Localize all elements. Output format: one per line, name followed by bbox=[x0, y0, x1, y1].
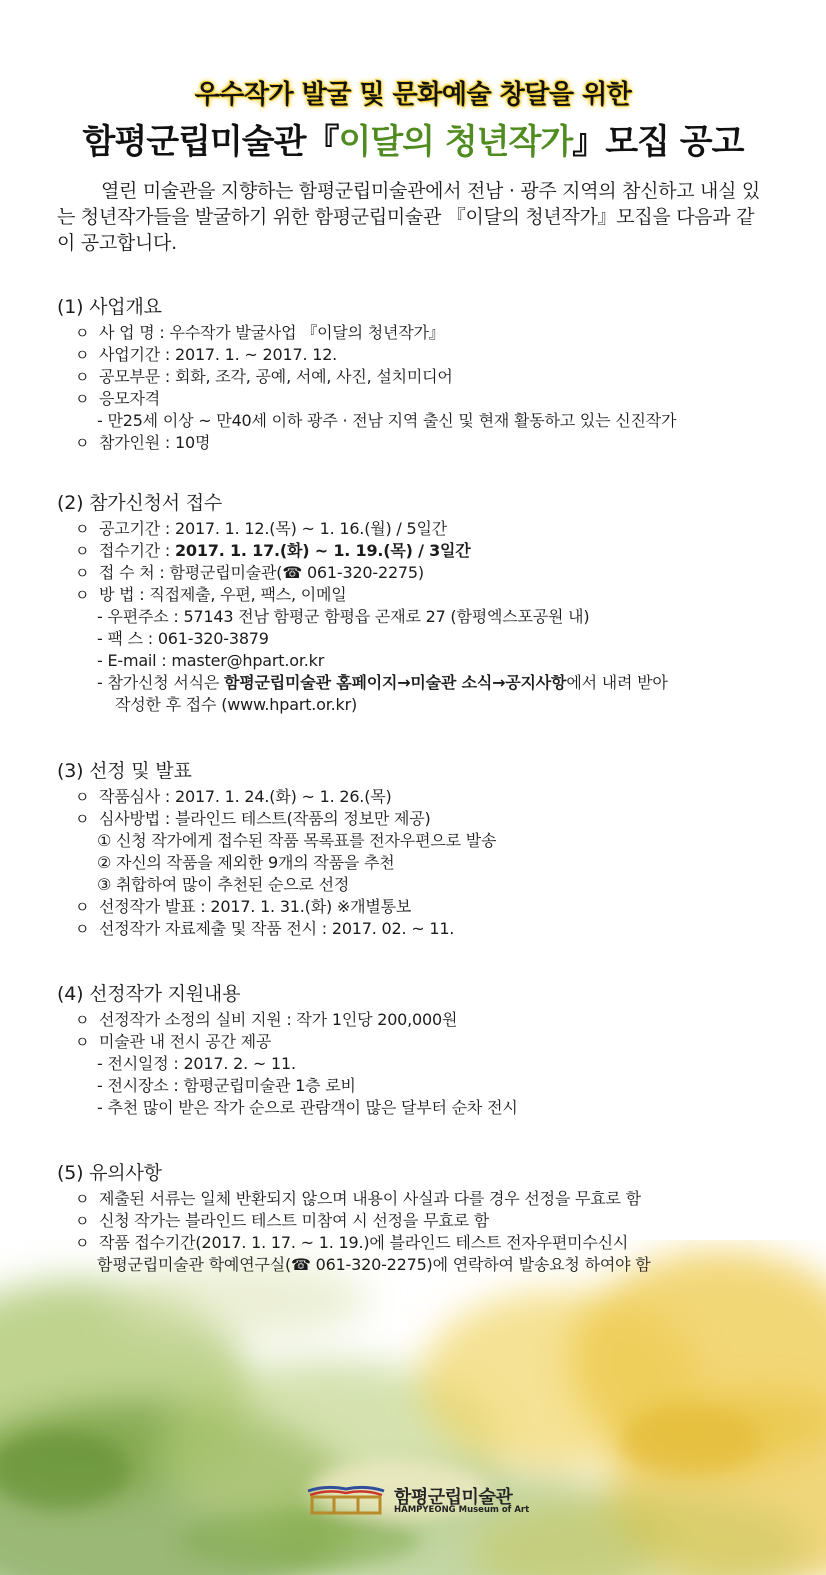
bullet-icon: ㅇ bbox=[75, 434, 90, 452]
museum-logo bbox=[306, 1483, 536, 1521]
list-item: ㅇ 심사방법 : 블라인드 테스트(작품의 정보만 제공) bbox=[75, 809, 431, 828]
museum-logo-icon bbox=[306, 1483, 386, 1515]
bullet-icon: ㅇ bbox=[75, 520, 90, 538]
bullet-icon: ㅇ bbox=[75, 542, 90, 560]
list-item: ㅇ 미술관 내 전시 공간 제공 bbox=[75, 1032, 272, 1051]
bullet-icon: ㅇ bbox=[75, 1011, 90, 1029]
intro-text: 열린 미술관을 지향하는 함평군립미술관에서 전남 · 광주 지역의 참신하고 내실 있는 청년작가들을 발굴하기 위한 함평군립미술관 『이달의 청년작가』모집을 다음과 같이 공고합니다. bbox=[57, 180, 760, 254]
list-item: ㅇ 사업기간 : 2017. 1. ~ 2017. 12. bbox=[75, 345, 338, 364]
bullet-icon: ㅇ bbox=[75, 390, 90, 408]
bullet-icon: ㅇ bbox=[75, 586, 90, 604]
bullet-icon: ㅇ bbox=[75, 898, 90, 916]
watercolor-background bbox=[0, 1240, 826, 1575]
list-item: ㅇ 공고기간 : 2017. 1. 12.(목) ~ 1. 16.(월) / 5일간 bbox=[75, 519, 447, 538]
section-overview bbox=[57, 294, 797, 454]
section-title: (5) 유의사항 bbox=[57, 1162, 162, 1184]
bullet-icon: ㅇ bbox=[75, 1234, 90, 1252]
notice-title bbox=[0, 114, 826, 163]
list-item: ㅇ 공모부문 : 회화, 조각, 공예, 서예, 사진, 설치미디어 bbox=[75, 367, 453, 386]
bullet-icon: ㅇ bbox=[75, 788, 90, 806]
bullet-icon: ㅇ bbox=[75, 368, 90, 386]
list-item: ㅇ 사 업 명 : 우수작가 발굴사업 『이달의 청년작가』 bbox=[75, 323, 445, 342]
museum-name-english: HAMPYEONG Museum of Art bbox=[394, 1505, 530, 1515]
bullet-icon: ㅇ bbox=[75, 810, 90, 828]
title-suffix: 』모집 공고 bbox=[572, 122, 744, 162]
bullet-icon: ㅇ bbox=[75, 920, 90, 938]
title-prefix: 함평군립미술관『 bbox=[82, 122, 339, 162]
sub-item: - 만25세 이상 ~ 만40세 이하 광주 · 전남 지역 출신 및 현재 활동하고 있는 신진작가 bbox=[97, 411, 677, 430]
section-title: (2) 참가신청서 접수 bbox=[57, 492, 223, 514]
sub-item: - 팩 스 : 061-320-3879 bbox=[97, 629, 269, 648]
bullet-icon: ㅇ bbox=[75, 1033, 90, 1051]
section-support bbox=[57, 981, 797, 1119]
bullet-icon: ㅇ bbox=[75, 346, 90, 364]
title-highlight: 이달의 청년작가 bbox=[338, 122, 573, 162]
list-item: ㅇ 접 수 처 : 함평군립미술관(☎ 061-320-2275) bbox=[75, 563, 424, 582]
sub-item: - E-mail : master@hpart.or.kr bbox=[97, 651, 325, 670]
list-item: ㅇ 참가인원 : 10명 bbox=[75, 433, 211, 452]
section-title: (4) 선정작가 지원내용 bbox=[57, 983, 241, 1005]
sub-item: - 우편주소 : 57143 전남 함평군 함평읍 곤재로 27 (함평엑스포공원 내) bbox=[97, 607, 590, 626]
section-notes bbox=[57, 1160, 797, 1276]
sub-item-continued: 작성한 후 접수 (www.hpart.or.kr) bbox=[115, 695, 358, 714]
list-item: ㅇ 방 법 : 직접제출, 우편, 팩스, 이메일 bbox=[75, 585, 347, 604]
intro-paragraph bbox=[57, 178, 769, 256]
list-item: ㅇ 신청 작가는 블라인드 테스트 미참여 시 선정을 무효로 함 bbox=[75, 1211, 489, 1230]
museum-name-korean: 함평군립미술관 bbox=[394, 1487, 513, 1508]
sub-item: ① 신청 작가에게 접수된 작품 목록표를 전자우편으로 발송 bbox=[97, 831, 497, 850]
sub-item: - 추천 많이 받은 작가 순으로 관람객이 많은 달부터 순차 전시 bbox=[97, 1098, 518, 1117]
list-item: ㅇ 응모자격 bbox=[75, 389, 161, 408]
bullet-icon: ㅇ bbox=[75, 1190, 90, 1208]
sub-item: - 참가신청 서식은 함평군립미술관 홈페이지→미술관 소식→공지사항에서 내려 받아 bbox=[97, 673, 668, 692]
application-period: 2017. 1. 17.(화) ~ 1. 19.(목) / 3일간 bbox=[175, 541, 471, 560]
list-item: ㅇ 선정작가 소정의 실비 지원 : 작가 1인당 200,000원 bbox=[75, 1010, 458, 1029]
list-item: ㅇ 제출된 서류는 일체 반환되지 않으며 내용이 사실과 다를 경우 선정을 무효로 함 bbox=[75, 1189, 641, 1208]
sub-item: - 전시일정 : 2017. 2. ~ 11. bbox=[97, 1054, 296, 1073]
bullet-icon: ㅇ bbox=[75, 564, 90, 582]
sub-item: ② 자신의 작품을 제외한 9개의 작품을 추천 bbox=[97, 853, 395, 872]
list-item: ㅇ 선정작가 자료제출 및 작품 전시 : 2017. 02. ~ 11. bbox=[75, 919, 455, 938]
list-item: ㅇ 선정작가 발표 : 2017. 1. 31.(화) ※개별통보 bbox=[75, 897, 412, 916]
section-title: (1) 사업개요 bbox=[57, 296, 162, 318]
section-title: (3) 선정 및 발표 bbox=[57, 760, 192, 782]
bullet-icon: ㅇ bbox=[75, 1212, 90, 1230]
notice-subtitle: 우수작가 발굴 및 문화예술 창달을 위한 bbox=[194, 80, 632, 110]
list-item: ㅇ 작품 접수기간(2017. 1. 17. ~ 1. 19.)에 블라인드 테스트 전자우편미수신시 bbox=[75, 1233, 629, 1252]
list-item: ㅇ 작품심사 : 2017. 1. 24.(화) ~ 1. 26.(목) bbox=[75, 787, 392, 806]
section-selection bbox=[57, 758, 797, 940]
sub-item: - 전시장소 : 함평군립미술관 1층 로비 bbox=[97, 1076, 356, 1095]
list-item: ㅇ 접수기간 : 2017. 1. 17.(화) ~ 1. 19.(목) / 3일간 bbox=[75, 541, 471, 560]
section-application bbox=[57, 490, 797, 716]
homepage-path: 함평군립미술관 홈페이지→미술관 소식→공지사항 bbox=[224, 673, 567, 692]
list-item-continued: 함평군립미술관 학예연구실(☎ 061-320-2275)에 연락하여 발송요청 하여야 함 bbox=[97, 1255, 651, 1274]
bullet-icon: ㅇ bbox=[75, 324, 90, 342]
sub-item: ③ 취합하여 많이 추천된 순으로 선정 bbox=[97, 875, 350, 894]
